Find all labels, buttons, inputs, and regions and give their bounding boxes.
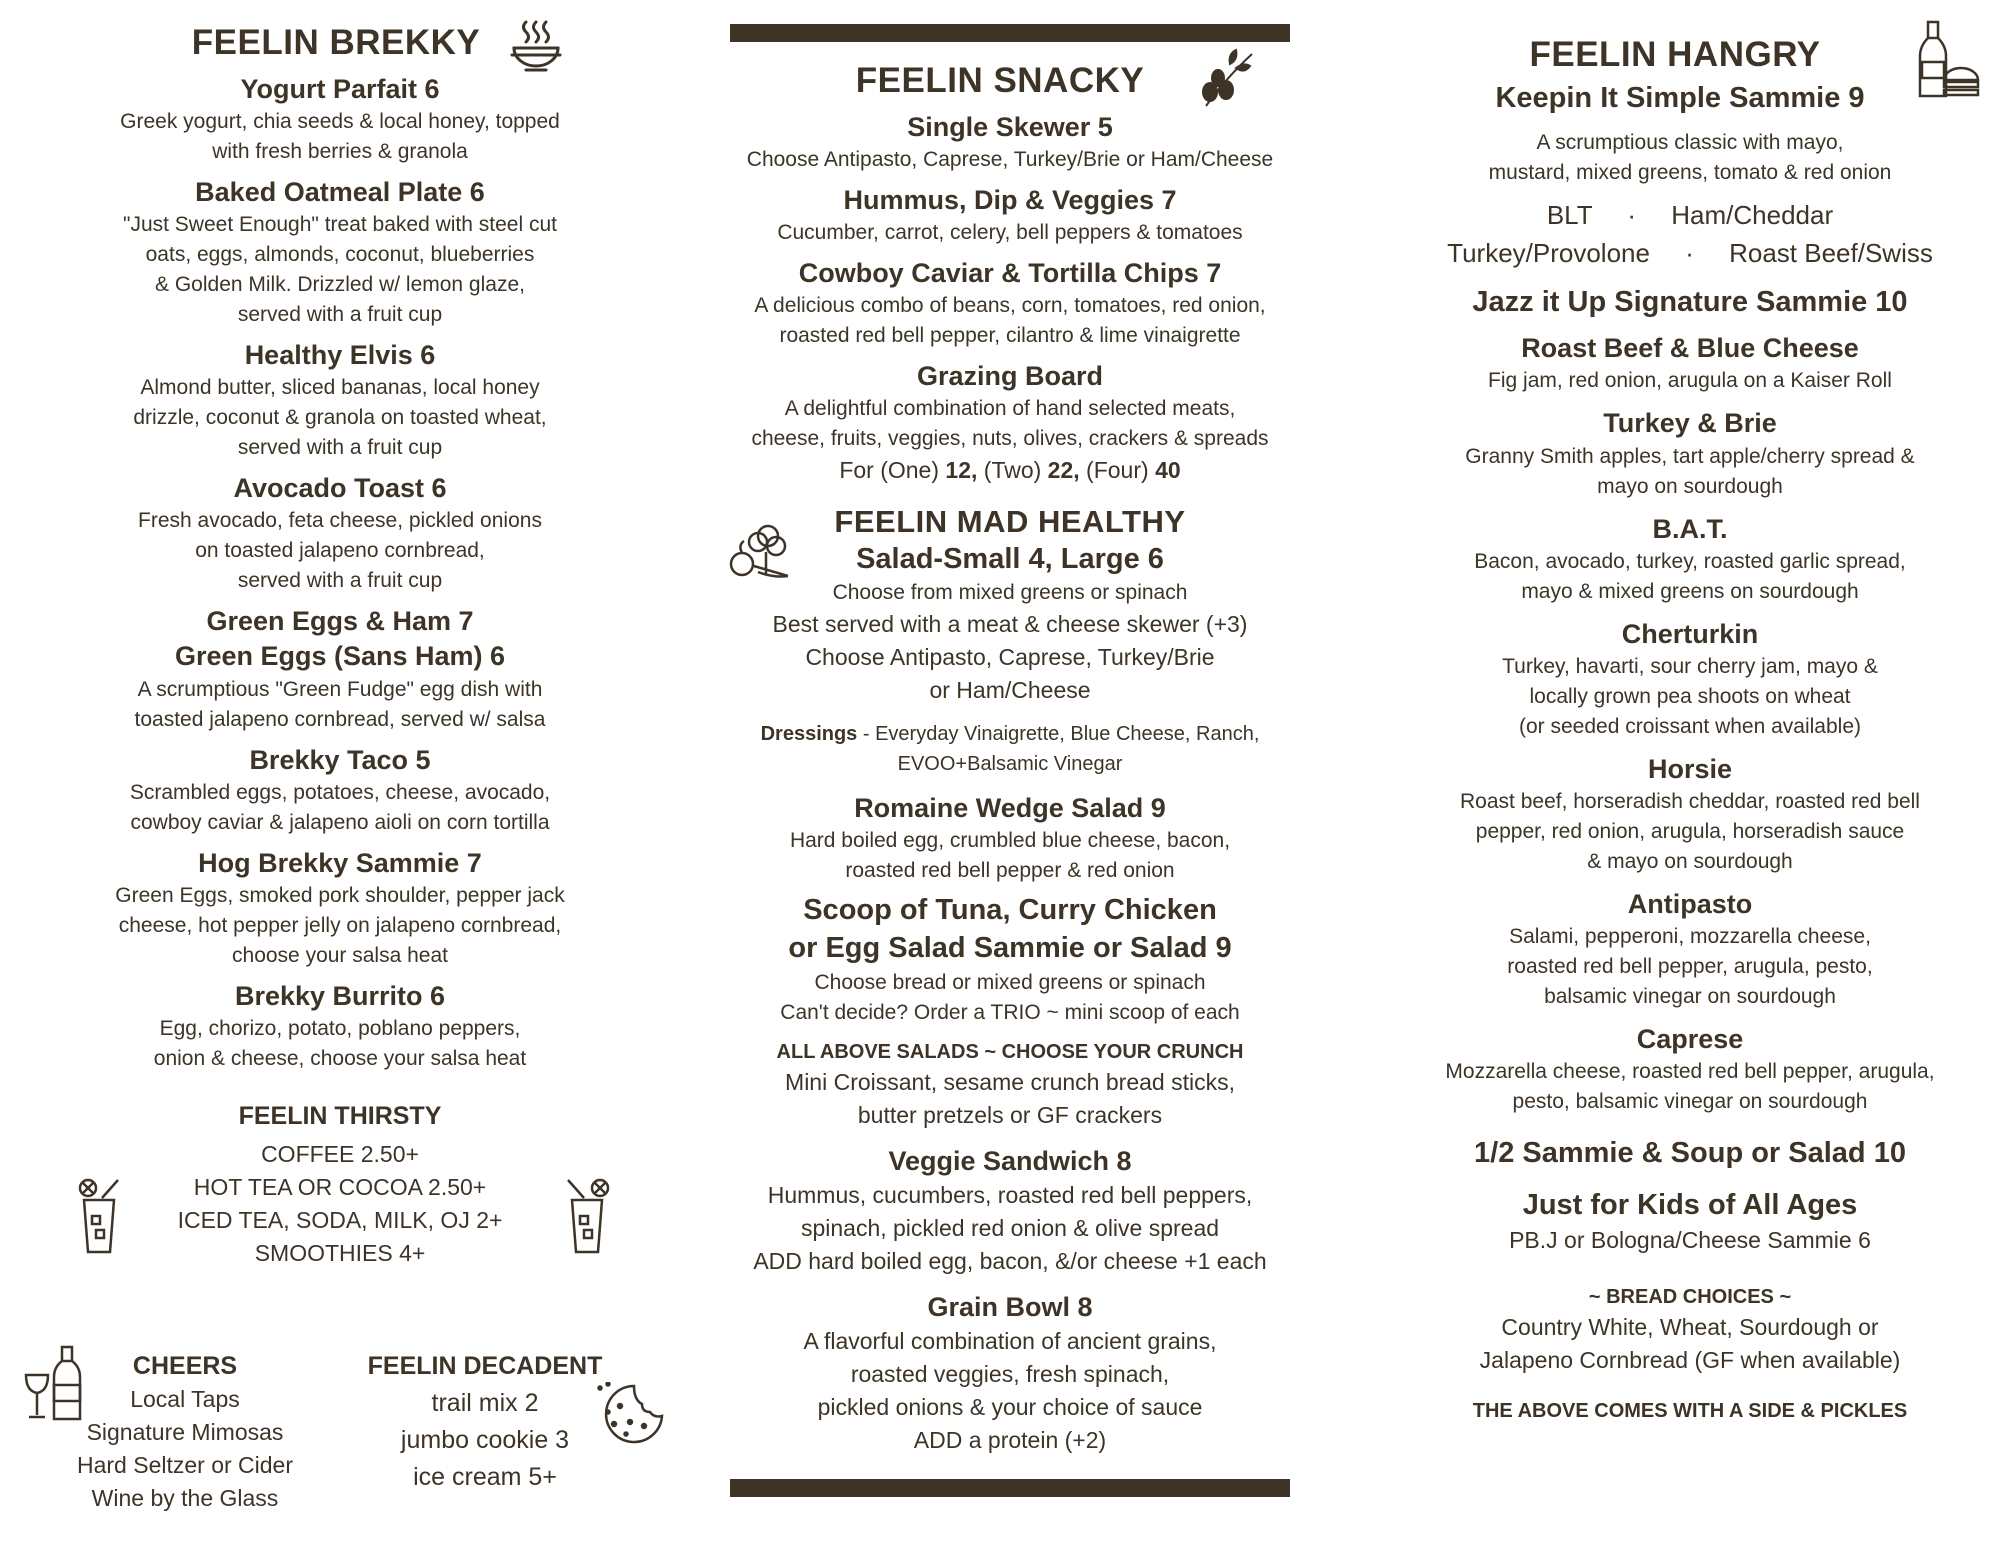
cheers-line: Signature Mimosas	[86, 1418, 284, 1445]
simple-title: Keepin It Simple Sammie 9	[1495, 82, 1865, 114]
decadent-line: trail mix 2	[431, 1388, 539, 1417]
grazing-one-price: 12,	[945, 457, 978, 484]
thirsty-line: ICED TEA, SODA, MILK, OJ 2+	[177, 1207, 503, 1234]
menu-item	[40, 743, 640, 838]
dressings-line-2: EVOO+Balsamic Vinegar	[897, 753, 1123, 776]
menu-item-desc: A delicious combo of beans, corn, tomatoes, red onion,	[754, 294, 1266, 318]
scoop-desc: Choose bread or mixed greens or spinach	[814, 970, 1206, 994]
option-turkey-provolone: Turkey/Provolone	[1447, 237, 1650, 268]
menu-item-desc: "Just Sweet Enough" treat baked with steel cut	[123, 213, 557, 237]
olive-branch-icon	[1196, 48, 1256, 110]
menu-item	[40, 979, 640, 1074]
menu-item-desc: cowboy caviar & jalapeno aioli on corn tortilla	[130, 810, 550, 834]
wedge-desc: Hard boiled egg, crumbled blue cheese, bacon,	[789, 829, 1231, 853]
brekky-column	[40, 0, 640, 1270]
menu-item-desc: locally grown pea shoots on wheat	[1529, 684, 1851, 708]
menu-item-name: Horsie	[1647, 753, 1733, 784]
menu-item-name: Healthy Elvis 6	[244, 340, 436, 371]
menu-item-desc: (or seeded croissant when available)	[1518, 714, 1862, 738]
hangry-column	[1400, 0, 1980, 1425]
option-ham-cheddar: Ham/Cheddar	[1671, 199, 1834, 230]
cookie-icon	[596, 1382, 666, 1446]
brekky-title: FEELIN BREKKY	[191, 23, 481, 62]
menu-item-desc: Scrambled eggs, potatoes, cheese, avocado,	[129, 780, 551, 804]
menu-item-desc: balsamic vinegar on sourdough	[1544, 984, 1836, 1008]
cheers-title: CHEERS	[132, 1352, 238, 1380]
iced-drink-icon	[70, 1178, 126, 1254]
grazing-prices	[700, 454, 1320, 487]
menu-item-name: Single Skewer 5	[907, 112, 1113, 142]
menu-item-desc: Salami, pepperoni, mozzarella cheese,	[1509, 924, 1871, 948]
simple-desc: A scrumptious classic with mayo,	[1536, 130, 1844, 154]
thirsty-line: SMOOTHIES 4+	[254, 1240, 426, 1267]
veggie-line: Hummus, cucumbers, roasted red bell peppers,	[767, 1181, 1253, 1208]
menu-item-desc: cheese, hot pepper jelly on jalapeno cornbread,	[118, 913, 562, 937]
grain-line: A flavorful combination of ancient grains,	[803, 1327, 1217, 1354]
salad-line: Choose Antipasto, Caprese, Turkey/Brie	[805, 644, 1215, 671]
menu-item	[1400, 406, 1980, 501]
scoop-desc: Can't decide? Order a TRIO ~ mini scoop of each	[780, 1000, 1240, 1024]
decadent-line: jumbo cookie 3	[400, 1425, 570, 1454]
salad-title: Salad-Small 4, Large 6	[856, 542, 1164, 575]
menu-item	[40, 338, 640, 463]
menu-item-name: Antipasto	[1627, 888, 1753, 919]
menu-item	[700, 183, 1320, 248]
menu-item	[1400, 1022, 1980, 1117]
menu-item-desc: mayo on sourdough	[1597, 474, 1783, 498]
menu-item-name: Brekky Burrito 6	[234, 980, 446, 1011]
menu-item-desc: pepper, red onion, arugula, horseradish sauce	[1475, 819, 1905, 843]
salad-desc: Choose from mixed greens or spinach	[832, 581, 1188, 605]
menu-item-name: Cowboy Caviar & Tortilla Chips 7	[798, 258, 1222, 289]
snacky-column	[700, 0, 1320, 1497]
menu-item-desc: Choose Antipasto, Caprese, Turkey/Brie or Ham/Cheese	[746, 148, 1274, 172]
menu-item-desc: Roast beef, horseradish cheddar, roasted red bell	[1460, 789, 1920, 813]
menu-item-name: Hummus, Dip & Veggies 7	[843, 185, 1177, 216]
half-sammie-title: 1/2 Sammie & Soup or Salad 10	[1474, 1137, 1906, 1170]
kids-title: Just for Kids of All Ages	[1522, 1188, 1858, 1221]
menu-item-desc: roasted red bell pepper, cilantro & lime vinaigrette	[779, 324, 1241, 348]
jazz-title: Jazz it Up Signature Sammie 10	[1472, 285, 1908, 318]
bottle-burger-icon	[1918, 20, 1980, 100]
grazing-four-label: (Four)	[1086, 457, 1149, 484]
scoop-title: or Egg Salad Sammie or Salad 9	[788, 932, 1232, 965]
menu-item-desc: Granny Smith apples, tart apple/cherry spread &	[1465, 444, 1915, 468]
grazing-four-price: 40	[1155, 457, 1181, 484]
menu-item	[1400, 331, 1980, 396]
cheers-line: Local Taps	[130, 1385, 240, 1412]
grazing-two-label: (Two)	[983, 457, 1042, 484]
menu-item-name: Cherturkin	[1621, 618, 1759, 649]
menu-item	[40, 175, 640, 330]
thirsty-line: COFFEE 2.50+	[261, 1141, 419, 1168]
brekky-items	[40, 72, 640, 1074]
crunch-title: ALL ABOVE SALADS ~ CHOOSE YOUR CRUNCH	[776, 1040, 1244, 1063]
wine-bottle-glass-icon	[24, 1345, 88, 1421]
menu-item	[700, 256, 1320, 351]
grain-title: Grain Bowl 8	[927, 1291, 1093, 1322]
decadent-block	[345, 1350, 625, 1496]
top-divider-bar	[730, 24, 1290, 42]
menu-item-name: Green Eggs & Ham 7	[206, 606, 474, 637]
hangry-items	[1400, 331, 1980, 1117]
menu-item-name: Brekky Taco 5	[249, 744, 431, 775]
menu-item-desc: toasted jalapeno cornbread, served w/ salsa	[134, 707, 546, 731]
option-dot: ·	[1685, 237, 1694, 268]
menu-item-desc: mayo & mixed greens on sourdough	[1521, 579, 1859, 603]
grain-line: ADD a protein (+2)	[913, 1426, 1107, 1453]
salad-line: Best served with a meat & cheese skewer (+3)	[772, 611, 1248, 638]
menu-item-name: B.A.T.	[1652, 513, 1728, 544]
menu-item	[700, 359, 1320, 454]
vegetables-icon	[728, 518, 792, 580]
decadent-line: ice cream 5+	[413, 1462, 557, 1491]
wedge-desc: roasted red bell pepper & red onion	[845, 859, 1175, 883]
thirsty-line: HOT TEA OR COCOA 2.50+	[193, 1174, 487, 1201]
menu-item-name: Caprese	[1636, 1023, 1744, 1054]
simple-options-row	[1400, 234, 1980, 272]
bread-line: Jalapeno Cornbread (GF when available)	[1479, 1347, 1901, 1374]
menu-item-desc: served with a fruit cup	[237, 569, 443, 593]
menu-item	[1400, 752, 1980, 877]
menu-item-name: Baked Oatmeal Plate 6	[195, 177, 485, 208]
menu-item-desc: roasted red bell pepper, arugula, pesto,	[1507, 954, 1873, 978]
veggie-line: spinach, pickled red onion & olive spread	[800, 1214, 1220, 1241]
menu-item-desc: with fresh berries & granola	[212, 140, 468, 164]
menu-item-desc: pesto, balsamic vinegar on sourdough	[1512, 1090, 1868, 1114]
dressings-text: - Everyday Vinaigrette, Blue Cheese, Ranch,	[857, 723, 1260, 746]
wedge-title: Romaine Wedge Salad 9	[854, 793, 1166, 824]
menu-item	[1400, 887, 1980, 1012]
menu-item-desc: Fresh avocado, feta cheese, pickled onions	[138, 509, 542, 533]
bread-line: Country White, Wheat, Sourdough or	[1501, 1314, 1879, 1341]
sides-footer: THE ABOVE COMES WITH A SIDE & PICKLES	[1472, 1400, 1908, 1423]
bread-title: ~ BREAD CHOICES ~	[1588, 1286, 1792, 1309]
simple-options-row	[1400, 196, 1980, 234]
menu-item-desc: Mozzarella cheese, roasted red bell pepper, arugula,	[1445, 1060, 1935, 1084]
veggie-line: ADD hard boiled egg, bacon, &/or cheese +1 each	[753, 1247, 1267, 1274]
menu-item	[40, 604, 640, 734]
menu-item-desc: served with a fruit cup	[237, 436, 443, 460]
grazing-one-label: For (One)	[839, 457, 940, 484]
menu-item-desc: served with a fruit cup	[237, 303, 443, 327]
option-blt: BLT	[1546, 199, 1593, 230]
menu-item-name: Avocado Toast 6	[233, 473, 447, 504]
menu-item	[40, 72, 640, 167]
menu-item-name: Grazing Board	[916, 361, 1104, 392]
menu-item-desc: cheese, fruits, veggies, nuts, olives, crackers & spreads	[751, 427, 1269, 451]
thirsty-title: FEELIN THIRSTY	[238, 1101, 442, 1130]
salad-line: or Ham/Cheese	[929, 677, 1091, 704]
option-dot: ·	[1627, 199, 1637, 230]
iced-drink-icon	[560, 1178, 616, 1254]
menu-item-desc: onion & cheese, choose your salsa heat	[153, 1046, 527, 1070]
menu-item-desc: choose your salsa heat	[232, 943, 448, 967]
menu-item-name: Green Eggs (Sans Ham) 6	[174, 641, 506, 672]
thirsty-list	[40, 1138, 640, 1270]
menu-item-desc: Egg, chorizo, potato, poblano peppers,	[159, 1016, 521, 1040]
menu-item-desc: Greek yogurt, chia seeds & local honey, topped	[120, 110, 560, 134]
menu-item-desc: Turkey, havarti, sour cherry jam, mayo &	[1502, 654, 1878, 678]
cheers-line: Wine by the Glass	[91, 1484, 279, 1511]
menu-item	[1400, 512, 1980, 607]
menu-item-desc: Fig jam, red onion, arugula on a Kaiser Roll	[1488, 369, 1892, 393]
kids-desc: PB.J or Bologna/Cheese Sammie 6	[1509, 1227, 1871, 1254]
menu-item	[1400, 617, 1980, 742]
menu-item-name: Turkey & Brie	[1603, 408, 1777, 439]
decadent-title: FEELIN DECADENT	[367, 1352, 603, 1380]
menu-item-desc: oats, eggs, almonds, coconut, blueberries	[145, 243, 535, 267]
menu-item	[40, 471, 640, 596]
hangry-title: FEELIN HANGRY	[1529, 35, 1821, 74]
menu-item-desc: Bacon, avocado, turkey, roasted garlic spread,	[1474, 549, 1906, 573]
simple-desc: mustard, mixed greens, tomato & red onion	[1488, 160, 1892, 184]
soup-bowl-icon	[510, 18, 562, 74]
menu-item-desc: drizzle, coconut & granola on toasted wheat,	[133, 406, 547, 430]
menu-item-desc: & Golden Milk. Drizzled w/ lemon glaze,	[155, 273, 525, 297]
menu-item-desc: Cucumber, carrot, celery, bell peppers & tomatoes	[777, 221, 1243, 245]
option-roast-beef-swiss: Roast Beef/Swiss	[1729, 237, 1933, 268]
grain-line: roasted veggies, fresh spinach,	[850, 1360, 1170, 1387]
dressings-line	[700, 719, 1320, 749]
dressings-label: Dressings	[760, 723, 858, 746]
menu-item-name: Yogurt Parfait 6	[240, 74, 440, 104]
menu-item-desc: on toasted jalapeno cornbread,	[195, 539, 485, 563]
crunch-line: Mini Croissant, sesame crunch bread sticks,	[785, 1068, 1235, 1095]
menu-item-desc: A delightful combination of hand selected meats,	[784, 397, 1236, 421]
crunch-line: butter pretzels or GF crackers	[857, 1101, 1163, 1128]
snacky-items	[700, 110, 1320, 454]
menu-item-desc: & mayo on sourdough	[1587, 849, 1793, 873]
menu-item-desc: Almond butter, sliced bananas, local honey	[140, 376, 540, 400]
grazing-two-price: 22,	[1047, 457, 1080, 484]
menu-item-desc: A scrumptious "Green Fudge" egg dish with	[137, 677, 543, 701]
menu-item-name: Roast Beef & Blue Cheese	[1521, 333, 1859, 364]
bottom-divider-bar	[730, 1479, 1290, 1497]
veggie-title: Veggie Sandwich 8	[888, 1145, 1132, 1176]
menu-item	[700, 110, 1320, 175]
menu-item-name: Hog Brekky Sammie 7	[198, 847, 482, 878]
grain-line: pickled onions & your choice of sauce	[817, 1393, 1203, 1420]
snacky-title: FEELIN SNACKY	[855, 61, 1145, 100]
scoop-title: Scoop of Tuna, Curry Chicken	[803, 894, 1217, 927]
menu-item-desc: Green Eggs, smoked pork shoulder, pepper jack	[115, 883, 565, 907]
menu-item	[40, 846, 640, 971]
healthy-title: FEELIN MAD HEALTHY	[834, 504, 1186, 540]
cheers-line: Hard Seltzer or Cider	[76, 1451, 294, 1478]
